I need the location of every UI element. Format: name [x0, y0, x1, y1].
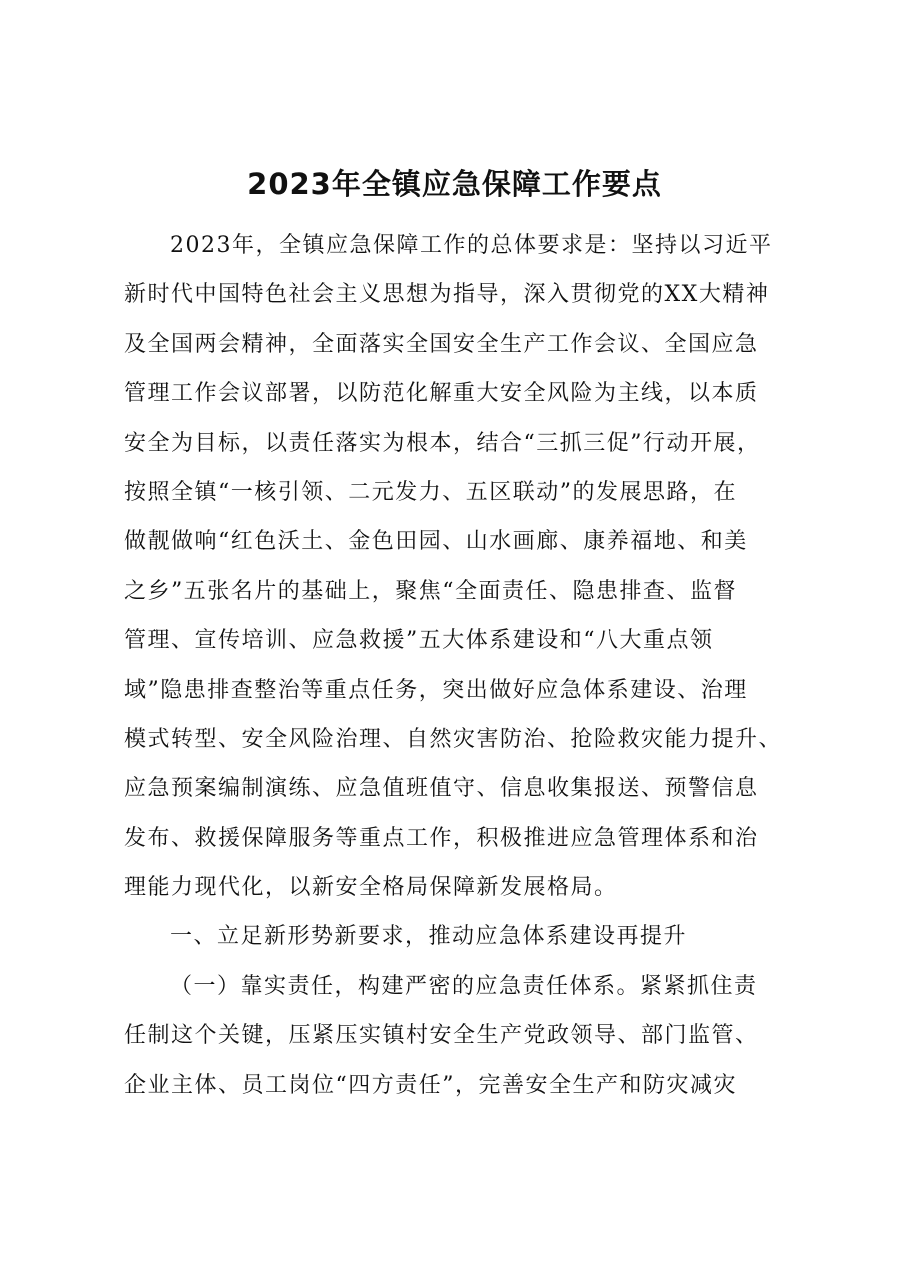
document-body [124, 221, 794, 1110]
paragraph-line: 模式转型、安全风险治理、自然灾害防治、抢险救灾能力提升、 [124, 726, 783, 752]
paragraph-line: 之乡”五张名片的基础上，聚焦“全面责任、隐患排查、监督 [124, 578, 737, 604]
paragraph-line: 企业主体、员工岗位“四方责任”，完善安全生产和防灾减灾 [124, 1072, 737, 1098]
paragraph-line: 域”隐患排查整治等重点任务，突出做好应急体系建设、治理 [124, 677, 748, 703]
paragraph-line: 2023年，全镇应急保障工作的总体要求是：坚持以习近平 [170, 233, 773, 258]
paragraph-line: 应急预案编制演练、应急值班值守、信息收集报送、预警信息 [124, 776, 759, 802]
subsection-line: （一）靠实责任，构建严密的应急责任体系。紧紧抓住责 [170, 973, 758, 999]
paragraph-line: 新时代中国特色社会主义思想为指导，深入贯彻党的XX大精神 [124, 282, 770, 308]
paragraph-line: 做靓做响“红色沃土、金色田园、山水画廊、康养福地、和美 [124, 529, 748, 555]
paragraph-line: 任制这个关键，压紧压实镇村安全生产党政领导、部门监管、 [124, 1023, 759, 1049]
paragraph-line: 管理工作会议部署，以防范化解重大安全风险为主线，以本质 [124, 381, 759, 407]
paragraph-line: 管理、宣传培训、应急救援”五大体系建设和“八大重点领 [124, 628, 714, 654]
section-heading: 一、立足新形势新要求，推动应急体系建设再提升 [170, 924, 688, 950]
paragraph-line: 及全国两会精神，全面落实全国安全生产工作会议、全国应急 [124, 331, 759, 357]
paragraph-line: 按照全镇“一核引领、二元发力、五区联动”的发展思路，在 [124, 479, 737, 505]
document-title: 2023年全镇应急保障工作要点 [247, 167, 662, 201]
paragraph-line: 发布、救援保障服务等重点工作，积极推进应急管理体系和治 [124, 825, 759, 851]
paragraph-line: 安全为目标，以责任落实为根本，结合“三抓三促”行动开展， [124, 430, 761, 456]
paragraph-line: 理能力现代化，以新安全格局保障新发展格局。 [124, 875, 618, 901]
